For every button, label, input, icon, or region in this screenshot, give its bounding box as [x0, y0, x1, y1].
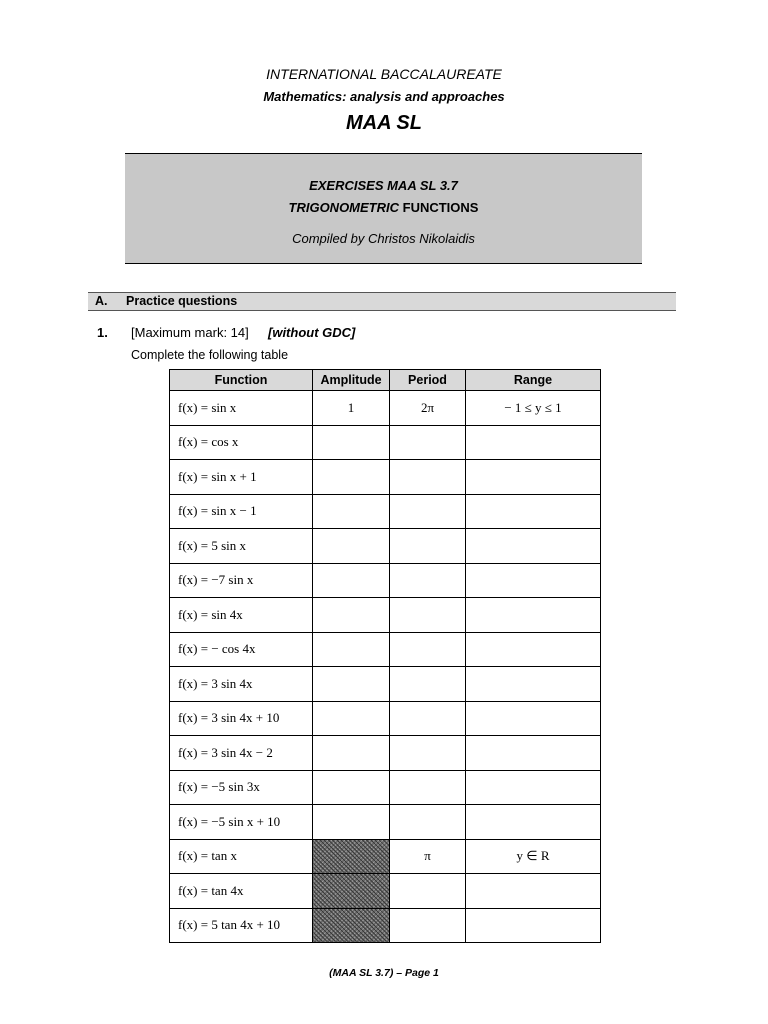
amplitude-cell	[313, 839, 390, 874]
range-cell	[466, 494, 601, 529]
period-cell	[390, 494, 466, 529]
table-row	[170, 529, 601, 564]
range-cell	[466, 667, 601, 702]
table-row	[170, 874, 601, 909]
function-cell: f(x) = 3 sin 4x	[170, 667, 313, 702]
function-cell: f(x) = −7 sin x	[170, 563, 313, 598]
range-cell	[466, 770, 601, 805]
function-cell: f(x) = −5 sin 3x	[170, 770, 313, 805]
title-banner	[125, 153, 642, 264]
amplitude-cell	[313, 874, 390, 909]
header-range: Range	[466, 370, 601, 391]
period-cell	[390, 701, 466, 736]
range-cell: y ∈ R	[466, 839, 601, 874]
range-cell	[466, 908, 601, 943]
header-function: Function	[170, 370, 313, 391]
header-amplitude: Amplitude	[313, 370, 390, 391]
range-cell	[466, 425, 601, 460]
period-cell	[390, 805, 466, 840]
table-row	[170, 391, 601, 426]
table-row	[170, 494, 601, 529]
amplitude-cell	[313, 425, 390, 460]
table-row	[170, 770, 601, 805]
function-cell: f(x) = sin x	[170, 391, 313, 426]
range-cell	[466, 736, 601, 771]
topic-title	[125, 200, 642, 215]
functions-table	[169, 369, 601, 943]
amplitude-cell	[313, 770, 390, 805]
range-cell	[466, 460, 601, 495]
function-cell: f(x) = 3 sin 4x − 2	[170, 736, 313, 771]
function-cell: f(x) = 5 sin x	[170, 529, 313, 564]
period-cell	[390, 736, 466, 771]
question-marks: [Maximum mark: 14]	[131, 325, 249, 340]
function-cell: f(x) = − cos 4x	[170, 632, 313, 667]
table-row	[170, 563, 601, 598]
amplitude-cell	[313, 632, 390, 667]
amplitude-cell	[313, 494, 390, 529]
function-cell: f(x) = −5 sin x + 10	[170, 805, 313, 840]
section-header	[88, 292, 676, 311]
function-cell: f(x) = 5 tan 4x + 10	[170, 908, 313, 943]
table-header-row	[170, 370, 601, 391]
amplitude-cell	[313, 667, 390, 702]
question-instruction: Complete the following table	[131, 348, 289, 362]
table-row	[170, 425, 601, 460]
exercise-title: EXERCISES MAA SL 3.7	[309, 178, 458, 193]
range-cell	[466, 598, 601, 633]
topic-title-italic: TRIGONOMETRIC	[288, 200, 400, 215]
function-cell: f(x) = 3 sin 4x + 10	[170, 701, 313, 736]
range-cell	[466, 632, 601, 667]
topic-title-rest: FUNCTIONS	[399, 200, 479, 215]
function-cell: f(x) = cos x	[170, 425, 313, 460]
period-cell	[390, 460, 466, 495]
period-cell	[390, 770, 466, 805]
amplitude-cell	[313, 529, 390, 564]
section-title: Practice questions	[126, 294, 238, 308]
table-body	[170, 391, 601, 943]
period-cell	[390, 425, 466, 460]
function-cell: f(x) = sin x − 1	[170, 494, 313, 529]
table-row	[170, 667, 601, 702]
table-row	[170, 908, 601, 943]
compiled-by: Compiled by Christos Nikolaidis	[292, 231, 475, 246]
amplitude-cell	[313, 460, 390, 495]
amplitude-cell	[313, 563, 390, 598]
table-row	[170, 736, 601, 771]
table-row	[170, 839, 601, 874]
table-row	[170, 598, 601, 633]
function-cell: f(x) = tan 4x	[170, 874, 313, 909]
period-cell	[390, 563, 466, 598]
period-cell	[390, 598, 466, 633]
period-cell	[390, 874, 466, 909]
table-row	[170, 460, 601, 495]
range-cell: − 1 ≤ y ≤ 1	[466, 391, 601, 426]
period-cell	[390, 632, 466, 667]
question-number: 1.	[97, 325, 108, 340]
subject-heading: Mathematics: analysis and approaches	[263, 89, 505, 104]
range-cell	[466, 563, 601, 598]
page-footer: (MAA SL 3.7) – Page 1	[329, 967, 439, 979]
amplitude-cell: 1	[313, 391, 390, 426]
amplitude-cell	[313, 598, 390, 633]
table-row	[170, 805, 601, 840]
amplitude-cell	[313, 805, 390, 840]
institution-heading: INTERNATIONAL BACCALAUREATE	[266, 66, 502, 82]
range-cell	[466, 805, 601, 840]
amplitude-cell	[313, 736, 390, 771]
question-gdc-note: [without GDC]	[268, 325, 356, 340]
function-cell: f(x) = tan x	[170, 839, 313, 874]
period-cell: π	[390, 839, 466, 874]
table-row	[170, 701, 601, 736]
amplitude-cell	[313, 908, 390, 943]
range-cell	[466, 529, 601, 564]
function-cell: f(x) = sin x + 1	[170, 460, 313, 495]
table-row	[170, 632, 601, 667]
period-cell	[390, 667, 466, 702]
period-cell: 2π	[390, 391, 466, 426]
section-letter: A.	[95, 294, 108, 308]
level-heading: MAA SL	[346, 112, 422, 134]
function-cell: f(x) = sin 4x	[170, 598, 313, 633]
period-cell	[390, 908, 466, 943]
amplitude-cell	[313, 701, 390, 736]
range-cell	[466, 874, 601, 909]
range-cell	[466, 701, 601, 736]
header-period: Period	[390, 370, 466, 391]
period-cell	[390, 529, 466, 564]
